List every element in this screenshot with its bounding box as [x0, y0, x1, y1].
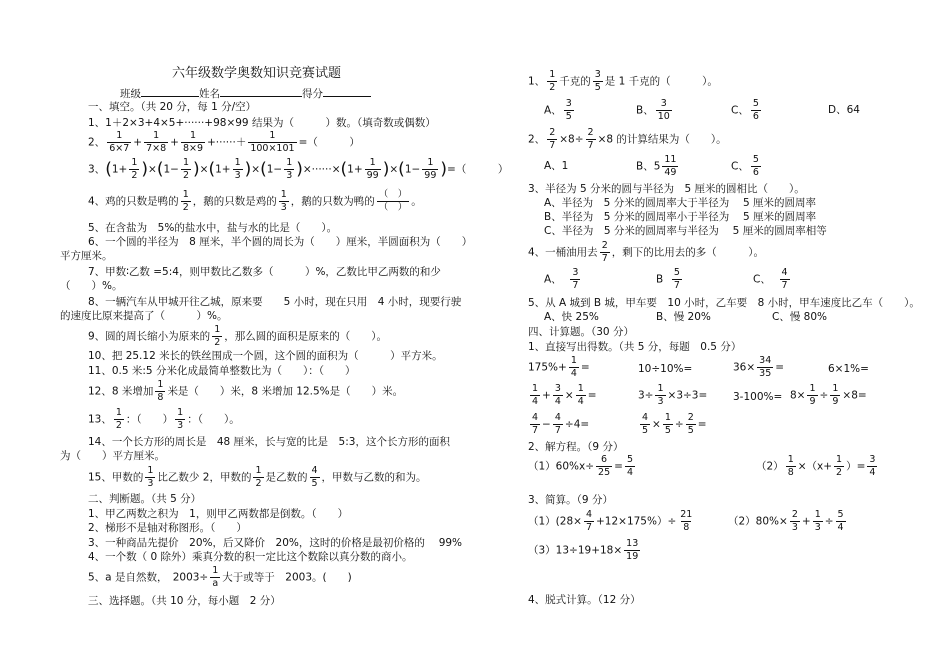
question-1-10: 10、把 25.12 米长的铁丝围成一个圆，这个圆的面积为（ ）平方米。	[88, 350, 443, 362]
choice-1-option-c[interactable]: C、 $\frac{5}{6}$	[731, 98, 759, 122]
section-3-heading: 三、选择题。（共 10 分，每小题 2 分）	[88, 595, 281, 607]
choice-5: 5、从 A 城到 B 城，甲车要 10 小时，乙车要 8 小时，甲车速度比乙车（ ）。	[528, 297, 920, 309]
score-field[interactable]	[323, 86, 371, 97]
judge-5: 5、a 是自然数， 2003÷ $\frac{1}{a}$ 大于或等于 2003。( )	[88, 565, 352, 589]
sub-section-4-4: 4、脱式计算。（12 分）	[528, 594, 641, 606]
fraction: $\frac{1}{100\times 101}$	[250, 130, 295, 154]
question-1-13: 13、 $\frac{1}{2}$ ：（ ） $\frac{1}{3}$ ：（ ）。	[88, 407, 240, 431]
question-1-8: 8、一辆汽车从甲城开往乙城，原来要 5 小时，现在只用 4 小时，现要行驶	[88, 296, 462, 308]
question-1-1: 1、1＋2×3+4×5+······+98×99 结果为（ ）数。（填奇数或偶数）	[88, 117, 436, 129]
calc-r1-4: 6×1%=	[828, 363, 869, 375]
sub-section-4-2: 2、解方程。（9 分）	[528, 441, 624, 453]
section-4-heading: 四、计算题。（30 分）	[528, 326, 634, 338]
simplify-2: （2）80%× $\frac{2}{3}$ + $\frac{1}{3}$ ÷ $\frac{5}{4}$	[728, 509, 844, 533]
question-1-3: 3、(1+ $\frac{1}{2}$ )×(1− $\frac{1}{2}$ )×(1+ $\frac{1}{3}$ )×(1− $\frac{1}{3}$ )×······×(1+ $\frac{1}{99}$ )×(1− $\frac{1}{99}$ )=（ ）	[88, 157, 509, 181]
judge-1: 1、甲乙两数之积为 1，则甲乙两数都是倒数。（ ）	[88, 508, 349, 520]
choice-5-option-a[interactable]: A、快 25%	[544, 311, 599, 323]
calc-r1-1: 175%+ $\frac{1}{4}$ =	[528, 355, 590, 379]
calc-r2-1: $\frac{1}{4}$ + $\frac{3}{4}$ × $\frac{1}{4}$ =	[532, 383, 597, 407]
question-1-8-cont: 的速度比原来提高了（ ）%。	[60, 310, 228, 322]
question-1-11: 11、0.5 米:5 分米化成最简单整数比为（ ）：（ ）	[88, 365, 356, 377]
equation-2: （2） $\frac{1}{8}$ ×（x+ $\frac{1}{2}$ ）= $\frac{3}{4}$	[756, 454, 876, 478]
choice-2-option-b[interactable]: B、5 $\frac{11}{49}$	[636, 154, 677, 178]
name-label: 姓名	[199, 88, 220, 100]
simplify-3: （3）13÷19+18× $\frac{13}{19}$	[528, 538, 639, 562]
question-1-6: 6、一个圆的半径为 8 厘米，半个圆的周长为（ ）厘米，半圆面积为（ ）	[88, 236, 473, 248]
question-1-7: 7、甲数∶乙数 =5:4，则甲数比乙数多（ ）%，乙数比甲乙两数的和少	[88, 266, 441, 278]
choice-4-option-c[interactable]: C、 $\frac{4}{7}$	[753, 267, 788, 291]
name-field[interactable]	[220, 86, 302, 97]
choice-4: 4、一桶油用去 $\frac{2}{7}$ ，剩下的比用去的多（ ）。	[528, 240, 764, 264]
choice-5-option-b[interactable]: B、慢 20%	[656, 311, 711, 323]
choice-2-option-a[interactable]: A、1	[544, 160, 569, 172]
sub-section-4-1: 1、直接写出得数。（共 5 分，每题 0.5 分）	[528, 341, 742, 353]
fraction: $\frac{1}{7\times 8}$	[146, 130, 167, 154]
choice-1-option-d[interactable]: D、64	[828, 104, 860, 116]
calc-r2-3: 3-100%=	[733, 391, 783, 403]
calc-r3-2: $\frac{4}{5}$ × $\frac{1}{5}$ ÷ $\frac{2}{5}$ =	[642, 412, 707, 436]
calc-r2-4: 8× $\frac{1}{9}$ ÷ $\frac{1}{9}$ ×8=	[790, 383, 867, 407]
section-2-heading: 二、判断题。（共 5 分）	[88, 493, 202, 505]
judge-2: 2、梯形不是轴对称图形。（ ）	[88, 522, 247, 534]
calc-r2-2: 3÷ $\frac{1}{3}$ ×3÷3=	[638, 383, 708, 407]
question-1-15: 15、甲数的 $\frac{1}{3}$ 比乙数少 2，甲数的 $\frac{1}{2}$ 是乙数的 $\frac{4}{5}$ ，甲数与乙数的和为。	[88, 465, 427, 489]
student-info-line	[120, 86, 371, 101]
choice-1: 1、 $\frac{1}{2}$ 千克的 $\frac{3}{5}$ 是 1 千克的（ ）。	[528, 69, 718, 93]
question-1-6-cont: 平方厘米。	[60, 250, 113, 262]
calc-r3-1: $\frac{4}{7}$ − $\frac{4}{7}$ ÷4=	[532, 412, 590, 436]
score-label: 得分	[302, 88, 323, 100]
section-1-heading: 一、填空。（共 20 分，每 1 分/空）	[88, 101, 257, 113]
question-1-7-cont: （ ）%。	[60, 280, 123, 292]
choice-2-option-c[interactable]: C、 $\frac{5}{6}$	[731, 154, 759, 178]
simplify-1: （1）(28× $\frac{4}{7}$ +12×175%）÷ $\frac{21}{8}$	[528, 509, 693, 533]
equation-1: （1）60%x÷ $\frac{6}{25}$ = $\frac{5}{4}$	[528, 454, 633, 478]
choice-3-option-b[interactable]: B、半径为 5 分米的圆周率小于半径为 5 厘米的圆周率	[544, 211, 817, 223]
calc-r1-2: 10÷10%=	[638, 363, 693, 375]
question-1-4: 4、鸡的只数是鸭的 $\frac{1}{2}$ ，鹅的只数是鸡的 $\frac{1}{3}$ ，鹅的只数为鸭的 $\frac{( )}{( )}$ 。	[88, 189, 422, 213]
choice-3: 3、半径为 5 分米的圆与半径为 5 厘米的圆相比（ ）。	[528, 183, 805, 195]
question-1-14: 14、一个长方形的周长是 48 厘米，长与宽的比是 5:3，这个长方形的面积	[88, 436, 450, 448]
choice-4-option-a[interactable]: A、 $\frac{3}{7}$	[544, 267, 579, 291]
class-field[interactable]	[141, 86, 199, 97]
choice-5-option-c[interactable]: C、慢 80%	[772, 311, 828, 323]
page-title: 六年级数学奥数知识竞赛试题	[172, 66, 342, 81]
judge-3: 3、一种商品先提价 20%，后又降价 20%，这时的价格是最初价格的 99%	[88, 537, 463, 549]
class-label: 班级	[120, 88, 141, 100]
answer-fraction-blank[interactable]: $\frac{( )}{( )}$	[378, 189, 408, 213]
sub-section-4-3: 3、简算。（9 分）	[528, 494, 613, 506]
question-1-14-cont: 为（ ）平方厘米。	[60, 450, 165, 462]
right-column	[528, 0, 928, 671]
fraction: $\frac{1}{6\times 7}$	[109, 130, 130, 154]
choice-4-option-b[interactable]: B $\frac{5}{7}$	[656, 267, 680, 291]
calc-r1-3: 36× $\frac{34}{35}$ =	[733, 355, 785, 379]
question-1-12: 12、8 米增加 $\frac{1}{8}$ 米是（ ）米，8 米增加 12.5%是（ ）米。	[88, 379, 404, 403]
question-1-9: 9、圆的周长缩小为原来的 $\frac{1}{2}$ ，那么圆的面积是原来的（ ）。	[88, 324, 387, 348]
judge-4: 4、一个数（ 0 除外）乘真分数的积一定比这个数除以真分数的商小。	[88, 551, 413, 563]
question-1-2: 2、 $\frac{1}{6\times 7}$ + $\frac{1}{7\times 8}$ + $\frac{1}{8\times 9}$ +······＋ $\frac{1}{100\times 101}$ =（ ）	[88, 130, 360, 154]
choice-3-option-a[interactable]: A、半径为 5 分米的圆周率大于半径为 5 厘米的圆周率	[544, 197, 817, 209]
question-1-5: 5、在含盐为 5%的盐水中，盐与水的比是（ ）。	[88, 222, 338, 234]
choice-3-option-c[interactable]: C、半径为 5 分米的圆周率与半径为 5 厘米的圆周率相等	[544, 225, 827, 237]
fraction: $\frac{1}{8\times 9}$	[182, 130, 203, 154]
choice-2: 2、 $\frac{2}{7}$ ×8÷ $\frac{2}{7}$ ×8 的计算结果为（ ）。	[528, 127, 727, 151]
choice-1-option-a[interactable]: A、 $\frac{3}{5}$	[544, 98, 572, 122]
left-column	[60, 0, 509, 671]
choice-1-option-b[interactable]: B、 $\frac{3}{10}$	[636, 98, 670, 122]
